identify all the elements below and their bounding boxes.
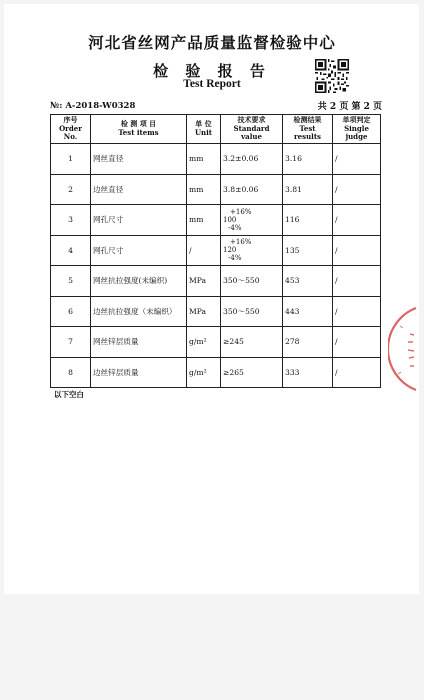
cell-order-no: 5 bbox=[51, 266, 91, 297]
cell-judge: / bbox=[333, 327, 381, 358]
table-row bbox=[51, 357, 381, 388]
tolerance-plus: +16% bbox=[230, 207, 252, 216]
cell-unit: mm bbox=[187, 205, 221, 236]
cell-result: 278 bbox=[283, 327, 333, 358]
col-header-test-results: 检测结果 Test results bbox=[283, 115, 333, 144]
tolerance-plus: +16% bbox=[230, 238, 252, 247]
cell-test-item: 边丝抗拉强度（未编织） bbox=[91, 296, 187, 327]
cell-result: 453 bbox=[283, 266, 333, 297]
col-header-order-no: 序号 Order No. bbox=[51, 115, 91, 144]
cell-judge: / bbox=[333, 174, 381, 205]
table-row bbox=[51, 266, 381, 297]
cell-judge: / bbox=[333, 296, 381, 327]
cell-standard: 3.2±0.06 bbox=[221, 144, 283, 175]
cell-standard: ≥265 bbox=[221, 357, 283, 388]
cell-test-item: 网丝直径 bbox=[91, 144, 187, 175]
cell-unit: MPa bbox=[187, 266, 221, 297]
cell-order-no: 3 bbox=[51, 205, 91, 236]
tolerance-minus: -4% bbox=[228, 223, 242, 232]
table-row bbox=[51, 235, 381, 266]
col-header-single-judge: 单项判定 Single judge bbox=[333, 115, 381, 144]
footer-note: 以下空白 bbox=[54, 390, 84, 399]
tolerance-base: 100 bbox=[223, 215, 237, 224]
cell-judge: / bbox=[333, 357, 381, 388]
cell-test-item: 网孔尺寸 bbox=[91, 205, 187, 236]
cell-unit: g/m² bbox=[187, 327, 221, 358]
cell-order-no: 4 bbox=[51, 235, 91, 266]
cell-test-item: 网丝抗拉强度(未编织) bbox=[91, 266, 187, 297]
report-title-en: Test Report bbox=[183, 78, 241, 90]
cell-test-item: 网孔尺寸 bbox=[91, 235, 187, 266]
cell-result: 3.16 bbox=[283, 144, 333, 175]
cell-test-item: 网丝锌层质量 bbox=[91, 327, 187, 358]
table-row bbox=[51, 144, 381, 175]
table-header-row bbox=[51, 115, 381, 144]
table-row bbox=[51, 296, 381, 327]
cell-result: 333 bbox=[283, 357, 333, 388]
cell-standard: 350～550 bbox=[221, 266, 283, 297]
col-header-test-items: 检 测 项 目 Test items bbox=[91, 115, 187, 144]
table-row bbox=[51, 327, 381, 358]
cell-result: 443 bbox=[283, 296, 333, 327]
cell-order-no: 7 bbox=[51, 327, 91, 358]
cell-test-item: 边丝锌层质量 bbox=[91, 357, 187, 388]
cell-unit: mm bbox=[187, 144, 221, 175]
report-title-cn: 检 验 报 告 bbox=[153, 62, 271, 80]
cell-judge: / bbox=[333, 266, 381, 297]
cell-judge: / bbox=[333, 235, 381, 266]
cell-unit: mm bbox=[187, 174, 221, 205]
cell-judge: / bbox=[333, 144, 381, 175]
cell-order-no: 2 bbox=[51, 174, 91, 205]
org-title: 河北省丝网产品质量监督检验中心 bbox=[88, 33, 336, 52]
cell-standard: ≥245 bbox=[221, 327, 283, 358]
results-table bbox=[50, 114, 381, 388]
cell-result: 3.81 bbox=[283, 174, 333, 205]
page-count: 共 2 页 第 2 页 bbox=[317, 102, 382, 112]
cell-unit: MPa bbox=[187, 296, 221, 327]
col-header-unit: 单 位 Unit bbox=[187, 115, 221, 144]
cell-order-no: 1 bbox=[51, 144, 91, 175]
qr-code-icon bbox=[315, 59, 349, 93]
cell-standard: 3.8±0.06 bbox=[221, 174, 283, 205]
col-header-standard-value: 技术要求 Standard value bbox=[221, 115, 283, 144]
cell-judge: / bbox=[333, 205, 381, 236]
tolerance-base: 120 bbox=[223, 246, 237, 255]
cell-standard-tolerance bbox=[221, 205, 283, 236]
table-row bbox=[51, 174, 381, 205]
report-number: №: A-2018-W0328 bbox=[50, 101, 136, 111]
cell-order-no: 8 bbox=[51, 357, 91, 388]
cell-order-no: 6 bbox=[51, 296, 91, 327]
cell-result: 135 bbox=[283, 235, 333, 266]
cell-unit: / bbox=[187, 235, 221, 266]
cell-standard-tolerance bbox=[221, 235, 283, 266]
cell-unit: g/m² bbox=[187, 357, 221, 388]
cell-result: 116 bbox=[283, 205, 333, 236]
cell-test-item: 边丝直径 bbox=[91, 174, 187, 205]
red-seal-stamp bbox=[388, 304, 418, 394]
tolerance-minus: -4% bbox=[228, 254, 242, 263]
table-row bbox=[51, 205, 381, 236]
cell-standard: 350～550 bbox=[221, 296, 283, 327]
